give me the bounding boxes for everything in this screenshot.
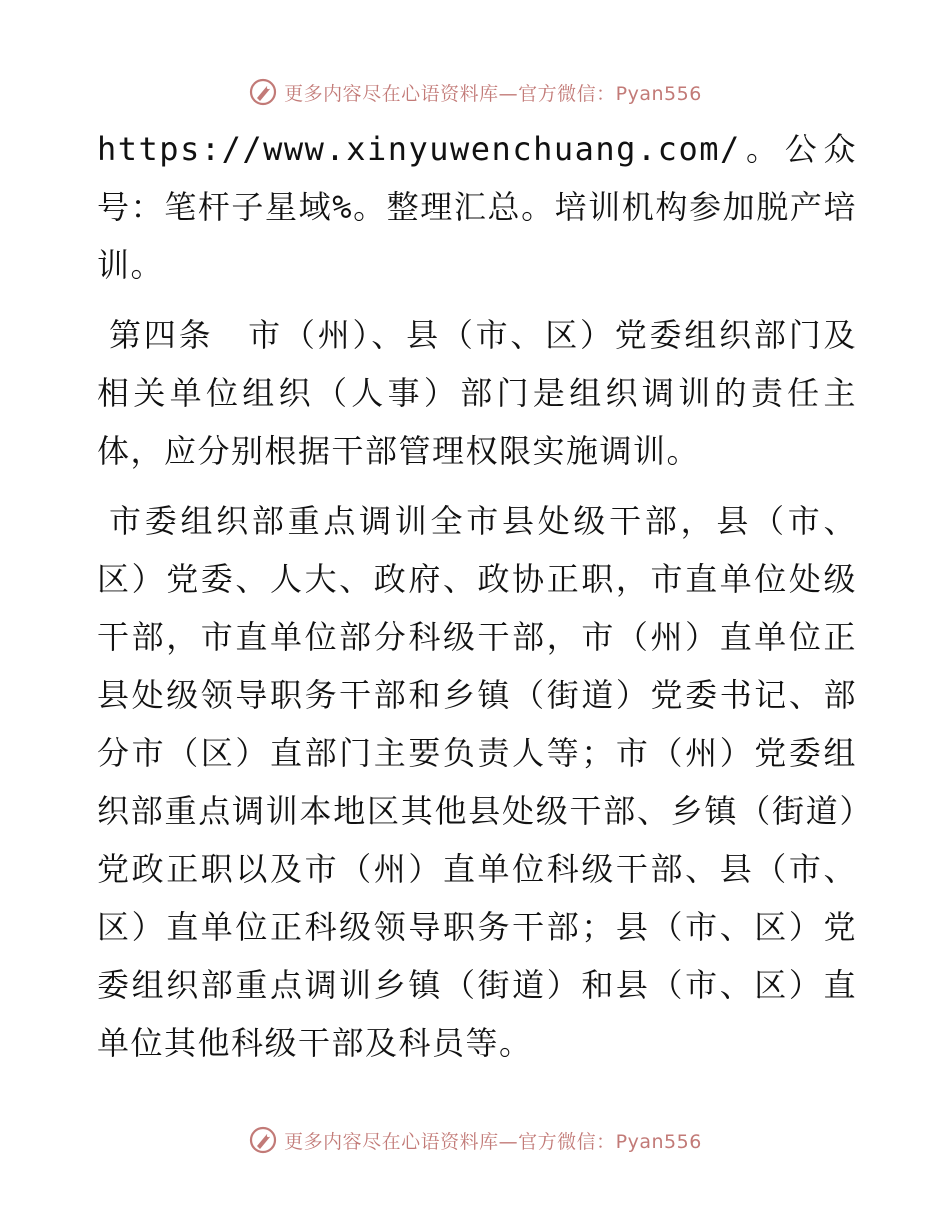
paragraph-3: 市委组织部重点调训全市县处级干部，县（市、区）党委、人大、政府、政协正职，市直单位处级干部，市直单位部分科级干部，市（州）直单位正县处级领导职务干部和乡镇（街道）党委书记、部分市（区）直部门主要负责人等；市（州）党委组织部重点调训本地区其他县处级干部、乡镇（街道）党政正职以及市（州）直单位科级干部、县（市、区）直单位正科级领导职务干部；县（市、区）党委组织部重点调训乡镇（街道）和县（市、区）直单位其他科级干部及科员等。	[97, 502, 857, 1062]
paragraph-1: https://www.xinyuwenchuang.com/。公众号：笔杆子星域%。整理汇总。培训机构参加脱产培训。	[97, 130, 857, 284]
document-body	[97, 120, 857, 1072]
watermark-footer	[0, 1120, 950, 1160]
watermark-header	[0, 72, 950, 112]
paragraph-2: 第四条 市（州）、县（市、区）党委组织部门及相关单位组织（人事）部门是组织调训的责任主体，应分别根据干部管理权限实施调训。	[97, 316, 857, 470]
pen-nib-circle-icon	[248, 77, 278, 107]
watermark-text: 更多内容尽在心语资料库—官方微信：Pyan556	[284, 1130, 702, 1153]
watermark-text: 更多内容尽在心语资料库—官方微信：Pyan556	[284, 82, 702, 105]
pen-nib-circle-icon	[248, 1125, 278, 1155]
